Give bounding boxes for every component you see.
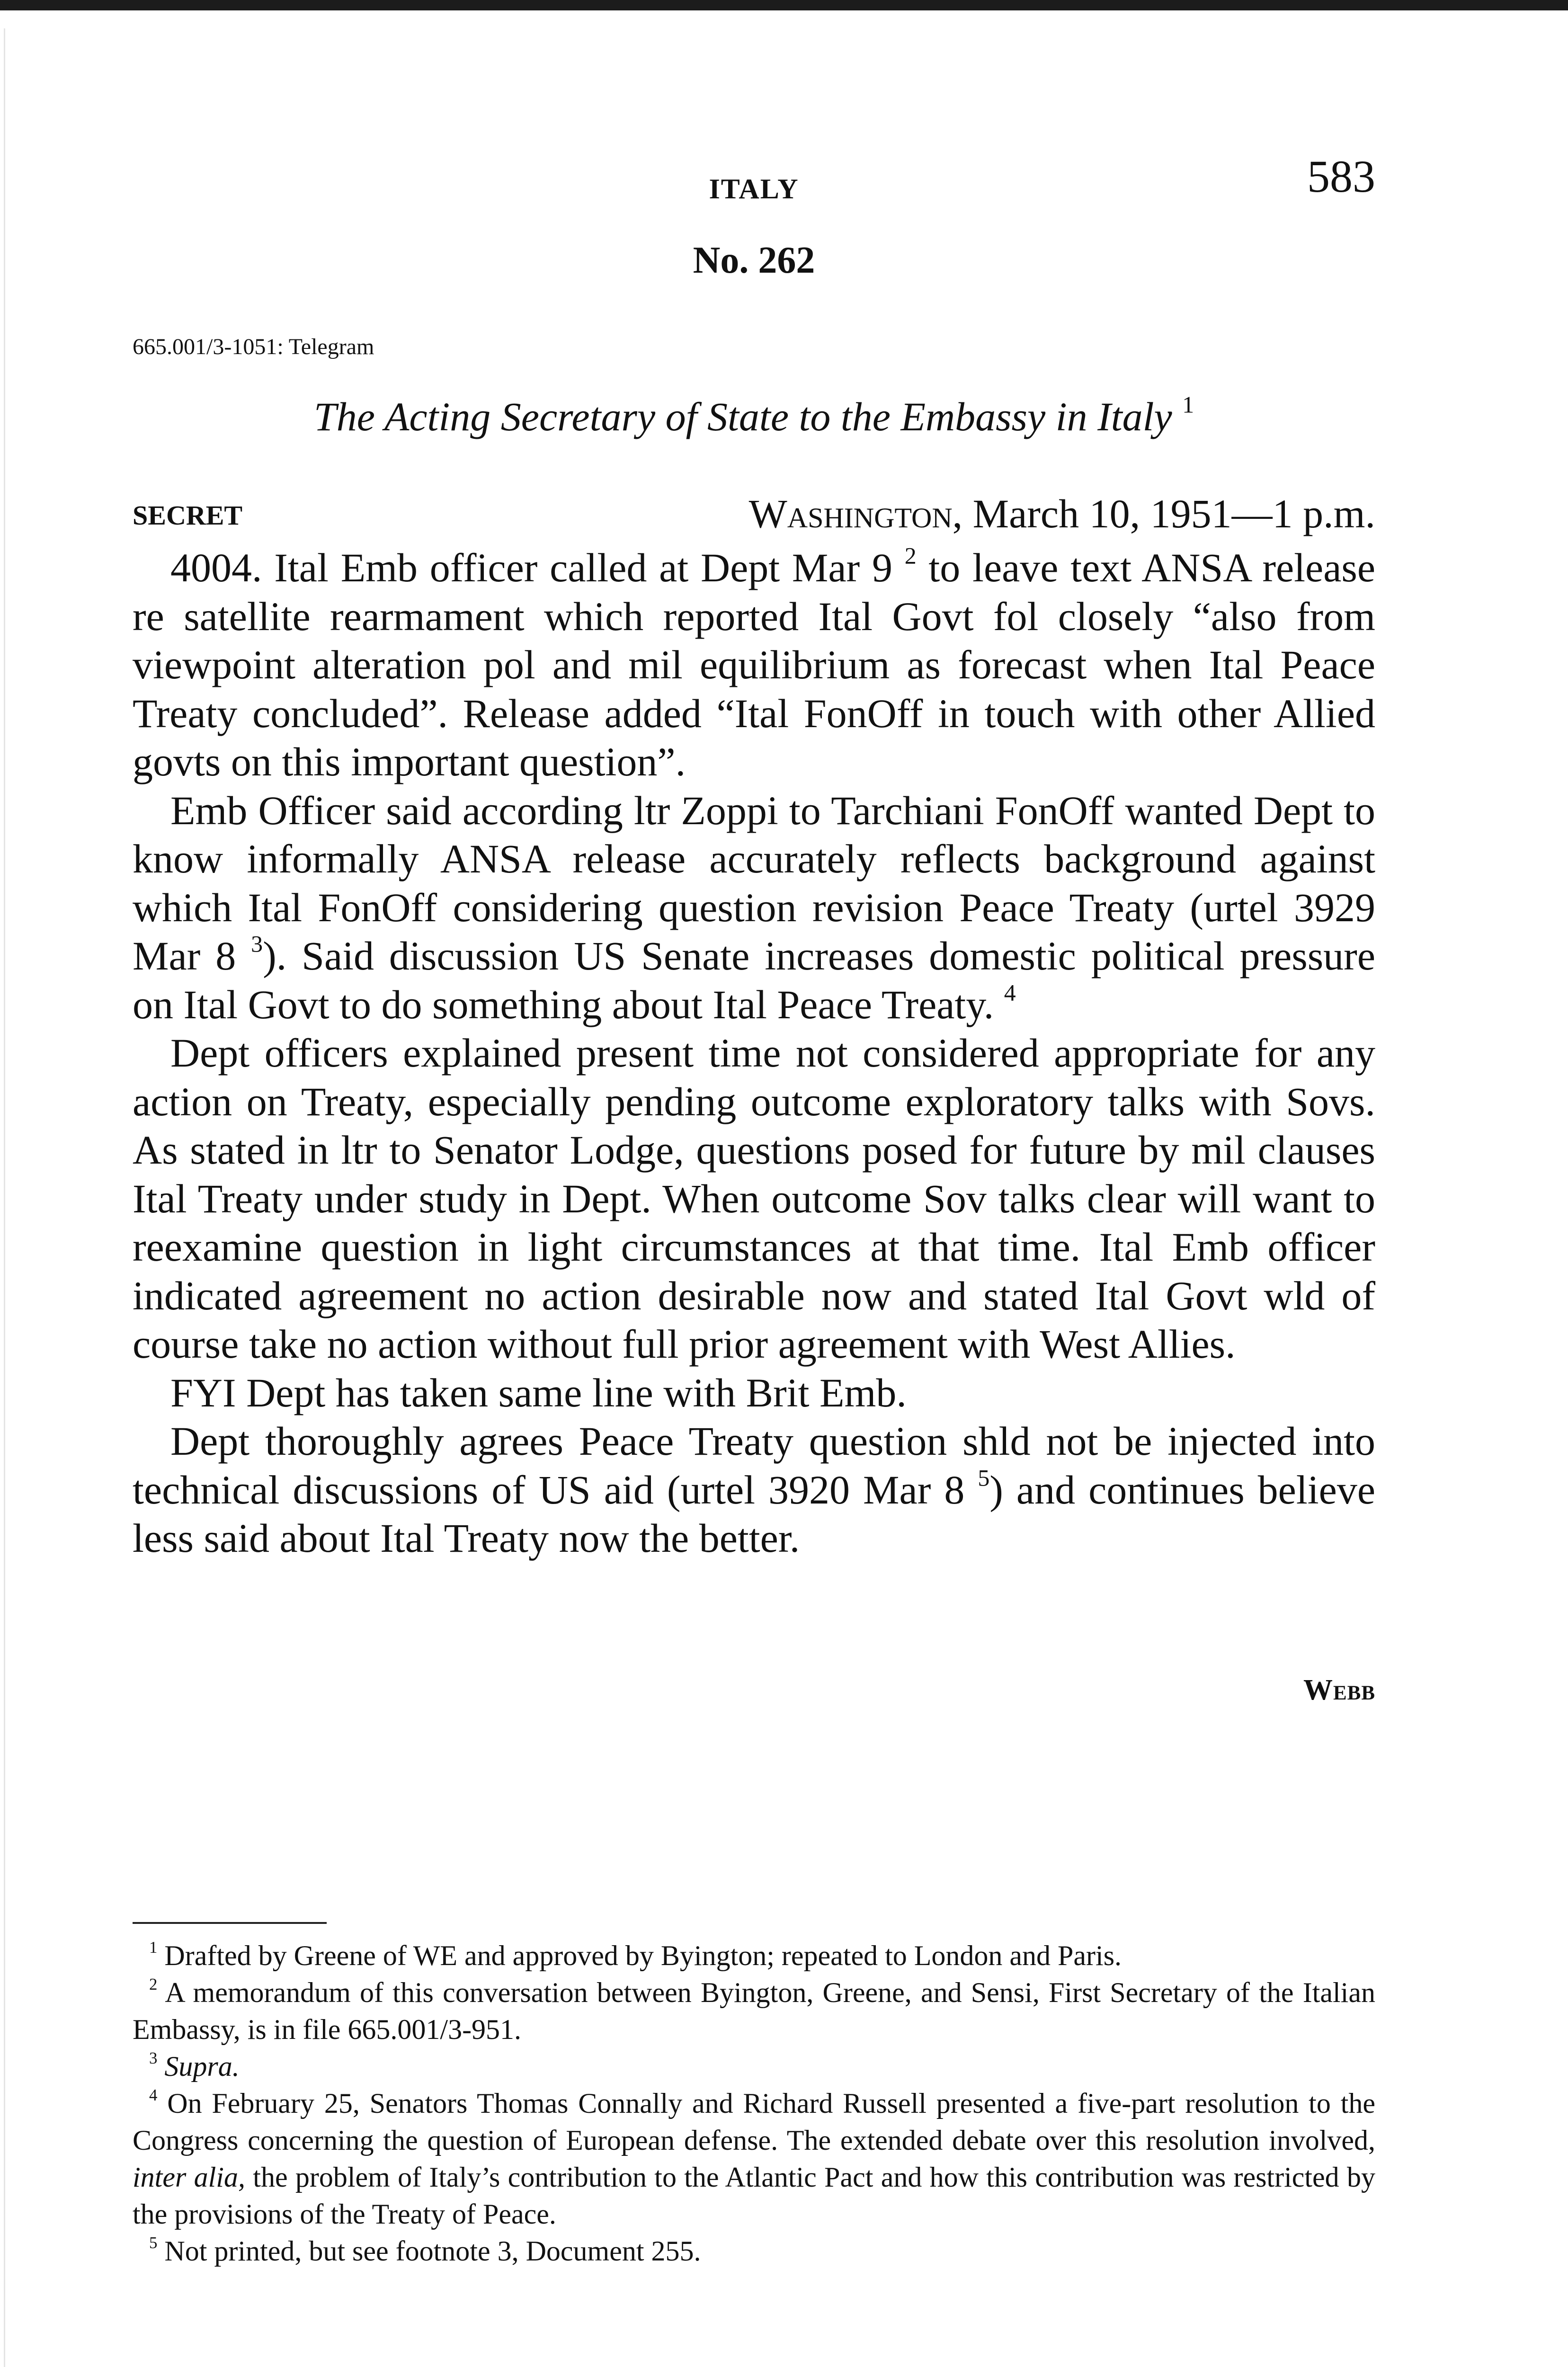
- body-paragraph: [133, 786, 1375, 1029]
- footnote-text-italic: inter alia,: [133, 2162, 245, 2193]
- telegram-body: [133, 543, 1375, 1563]
- footnote-ref-4: 4: [1004, 979, 1016, 1006]
- footnote-number: 2: [149, 1975, 158, 1993]
- footnote: [133, 2048, 1375, 2085]
- body-paragraph: Dept officers explained present time not considered appropriate for any action on Treaty, especially pending outcome exploratory talks with Sovs. As stated in ltr to Senator Lodge, questions posed for future by mil clauses Ital Treaty under study in Dept. When outcome Sov talks clear will want to reexamine question in light circumstances at that time. Ital Emb officer indicated agreement no action desirable now and stated Ital Govt wld of course take no action without full prior agreement with West Allies.: [133, 1030, 1375, 1367]
- body-paragraph: [133, 543, 1375, 786]
- document-number: No. 262: [693, 240, 815, 281]
- footnote: [133, 2233, 1375, 2269]
- body-text: Emb Officer said according ltr Zoppi to Tarchiani FonOff wanted Dept to know informally ANSA release accurately reflects background against which Ital FonOff considering question revision Peace Treaty (urtel 3929 Mar 8: [133, 787, 1375, 979]
- footnote-number: 4: [149, 2085, 158, 2104]
- body-text: to leave text ANSA release re satellite rearmament which reported Ital Govt fol closely “also from viewpoint alteration pol and mil equilibrium as forecast when Ital Peace Treaty concluded”. Release added “Ital FonOff in touch with other Allied govts on this important question”.: [133, 545, 1376, 784]
- document-title-text: The Acting Secretary of State to the Embassy in Italy: [313, 394, 1172, 439]
- footnote: [133, 2085, 1375, 2233]
- footnote-ref-3: 3: [251, 931, 263, 957]
- body-text: Dept thoroughly agrees Peace Treaty question shld not be injected into technical discussions of US aid (urtel 3920 Mar 8: [133, 1418, 1375, 1513]
- signature: Webb: [1303, 1674, 1375, 1706]
- dateline: [749, 490, 1375, 537]
- footnote-text: the problem of Italy’s contribution to the Atlantic Pact and how this contribution was restricted by the provisions of the Treaty of Peace.: [133, 2162, 1375, 2230]
- footnote: [133, 1974, 1375, 2048]
- body-text: ) and continues believe less said about Ital Treaty now the better.: [133, 1467, 1375, 1561]
- footnote-text: Drafted by Greene of WE and approved by Byington; repeated to London and Paris.: [164, 1940, 1122, 1971]
- footnote-text: On February 25, Senators Thomas Connally and Richard Russell presented a five-part resolution to the Congress concerning the question of European defense. The extended debate over this resolution involved,: [133, 2088, 1375, 2156]
- footnotes: [133, 1937, 1375, 2269]
- footnote-number: 3: [149, 2048, 158, 2067]
- file-reference: 665.001/3-1051: Telegram: [133, 334, 374, 359]
- body-paragraph: [133, 1417, 1375, 1563]
- classification-label: SECRET: [133, 500, 243, 531]
- footnote-divider: [133, 1922, 327, 1924]
- footnote-number: 1: [149, 1938, 158, 1957]
- body-text: ). Said discussion US Senate increases domestic political pressure on Ital Govt to do something about Ital Peace Treaty.: [133, 933, 1375, 1027]
- running-title: ITALY: [709, 173, 799, 205]
- dateline-date: March 10, 1951—1 p.m.: [972, 491, 1375, 536]
- scan-top-border: [0, 0, 1568, 10]
- footnote-ref-2: 2: [904, 543, 917, 569]
- footnote-text: Not printed, but see footnote 3, Document 255.: [164, 2235, 701, 2267]
- footnote: [133, 1937, 1375, 1974]
- footnote-text: Supra.: [164, 2051, 240, 2082]
- footnote-ref-5: 5: [978, 1465, 990, 1491]
- footnote-number: 5: [149, 2233, 158, 2252]
- dateline-place: Washington,: [748, 491, 963, 536]
- body-text: 4004. Ital Emb officer called at Dept Mar 9: [170, 545, 892, 590]
- page-number: 583: [1307, 151, 1375, 202]
- body-paragraph: FYI Dept has taken same line with Brit Emb.: [170, 1370, 907, 1415]
- document-title: [133, 393, 1375, 440]
- scan-left-edge: [4, 28, 5, 2367]
- footnote-ref-1: 1: [1182, 392, 1194, 418]
- footnote-text: A memorandum of this conversation between Byington, Greene, and Sensi, First Secretary of the Italian Embassy, is in file 665.001/3-951.: [133, 1977, 1375, 2045]
